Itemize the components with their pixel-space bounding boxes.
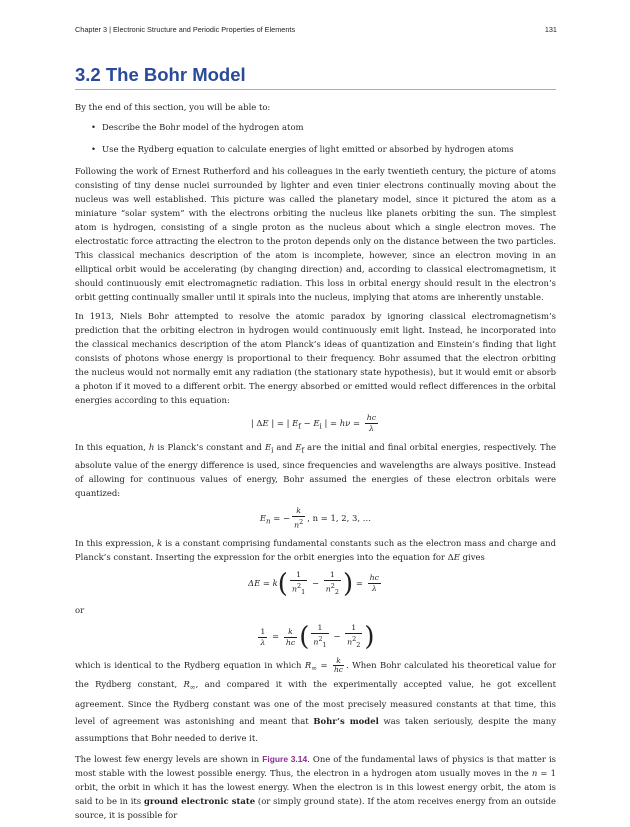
chapter-title: Chapter 3 | Electronic Structure and Periodic Properties of Elements <box>75 25 296 34</box>
paragraph-rydberg-agreement: which is identical to the Rydberg equation in which $R_\infty$ = $\frac{k}{hc}$ . When Bohr calculated his theoretical value for the Rydberg constant, $R_\infty$, and compared it with the experimentally accepted value, he got excellent agreement. Since the Rydberg constant was one of the most precisely measured constants at that time, this level of agreement was astonishing and meant that Bohr’s model was taken seriously, despite the many assumptions that Bohr needed to derive it. <box>75 655 557 743</box>
paragraph-energy-levels: The lowest few energy levels are shown in Figure 3.14. One of the fundamental laws of physics is that matter is most stable with the lowest possible energy. Thus, the electron in a hydrogen atom usually moves in the n = 1 orbit, the orbit in which it has the lowest energy. When the electron is in this lowest energy orbit, the atom is said to be in its ground electronic state (or simply ground state). If the atom receives energy from an outside source, it is possible for <box>75 753 556 820</box>
fraction: $\frac{1}{n^2_2}$ <box>325 570 340 597</box>
page-number: 131 <box>544 25 557 34</box>
paragraph-planetary-model: Following the work of Ernest Rutherford and his colleagues in the early twentieth century, the picture of atoms consisting of tiny dense nuclei surrounded by lighter and even tinier electrons continually moving about the nucleus was well established. This picture was called the planetary model, since it pictured the atom as a miniature “solar system” with the electrons orbiting the nucleus like planets orbiting the sun. The simplest atom is hydrogen, consisting of a single proton as the nucleus about which a single electron moves. The electrostatic force attracting the electron to the proton depends only on the distance between the two particles. This classical mechanics description of the atom is incomplete, however, since an electron moving in an elliptical orbit would be accelerating (by changing direction) and, according to classical electromagnetism, it should continuously emit electromagnetic radiation. This loss in orbital energy should result in the electron’s orbit getting continually smaller until it spirals into the nucleus, implying that atoms are inherently unstable. <box>75 166 556 302</box>
fraction: $\frac{hc}{\lambda}$ <box>366 413 377 433</box>
paragraph-constant-k: In this expression, k is a constant comprising fundamental constants such as the electron mass and charge and Planck’s constant. Inserting the expression for the orbit energies into the equation for ΔE gives <box>75 538 556 563</box>
objectives-intro: By the end of this section, you will be able to: <box>75 102 271 112</box>
title-rule <box>75 89 556 90</box>
paragraph-bohr-1913: In 1913, Niels Bohr attempted to resolve the atomic paradox by ignoring classical electromagnetism’s prediction that the orbiting electron in hydrogen would continuously emit light. Instead, he incorporated into the classical mechanics description of the atom Planck’s ideas of quantization and Einstein’s finding that light consists of photons whose energy is proportional to their frequency. Bohr assumed that the electron orbiting the nucleus would not normally emit any radiation (the stationary state hypothesis), but it would emit or absorb a photon if it moved to a different orbit. The energy absorbed or emitted would reflect differences in the orbital energies according to this equation: <box>75 311 556 405</box>
fraction: $\frac{1}{n^2_2}$ <box>347 623 361 650</box>
learning-objectives <box>75 120 556 156</box>
objective-item: • Use the Rydberg equation to calculate energies of light emitted or absorbed by hydrogen atoms <box>91 144 514 154</box>
fraction: $\frac{k}{hc}$ <box>285 626 296 647</box>
connector-or: or <box>75 605 85 616</box>
equation-delta-e: ΔE = k( $\frac{1}{n^2_1}$ − $\frac{1}{n^2_2}$ ) = $\frac{hc}{\lambda}$ <box>247 568 379 599</box>
paragraph-planck-constant: In this equation, h is Planck’s constant and $E_i$ and $E_f$ are the initial and final orbital energies, respectively. The absolute value of the energy difference is used, since frequencies and wavelengths are always positive. Instead of allowing for continuous values of energy, Bohr assumed the energies of these electron orbitals were quantized: <box>75 442 557 498</box>
objective-item: • Describe the Bohr model of the hydrogen atom <box>91 122 304 132</box>
body-text <box>75 100 556 827</box>
equation-energy-difference: | ΔE | = | $E_f - E_i$ | = hν = $\frac{hc}{\lambda}$ <box>250 413 377 433</box>
key-term: ground electronic state <box>143 795 256 806</box>
equation-rydberg: $\frac{1}{\lambda}$ = $\frac{k}{hc}$ ( $\frac{1}{n^2_1}$ − $\frac{1}{n^2_2}$ ) <box>260 622 375 652</box>
bullet-icon: • <box>91 144 96 154</box>
fraction: $\frac{k}{hc}$ <box>333 655 343 674</box>
fraction: $\frac{1}{n^2_1}$ <box>313 623 327 650</box>
running-header <box>75 25 557 34</box>
fraction: $\frac{k}{n^2}$ <box>294 505 304 530</box>
bullet-icon: • <box>91 122 96 132</box>
figure-link[interactable]: Figure 3.14 <box>262 753 308 764</box>
key-term: Bohr’s model <box>313 715 379 726</box>
equation-quantized-energy: $E_n$ = − $\frac{k}{n^2}$ , n = 1, 2, 3, … <box>259 505 372 530</box>
fraction: $\frac{hc}{\lambda}$ <box>369 573 379 594</box>
fraction: $\frac{1}{\lambda}$ <box>260 626 266 647</box>
section-title: 3.2 The Bohr Model <box>75 64 246 85</box>
fraction: $\frac{1}{n^2_1}$ <box>291 570 306 597</box>
